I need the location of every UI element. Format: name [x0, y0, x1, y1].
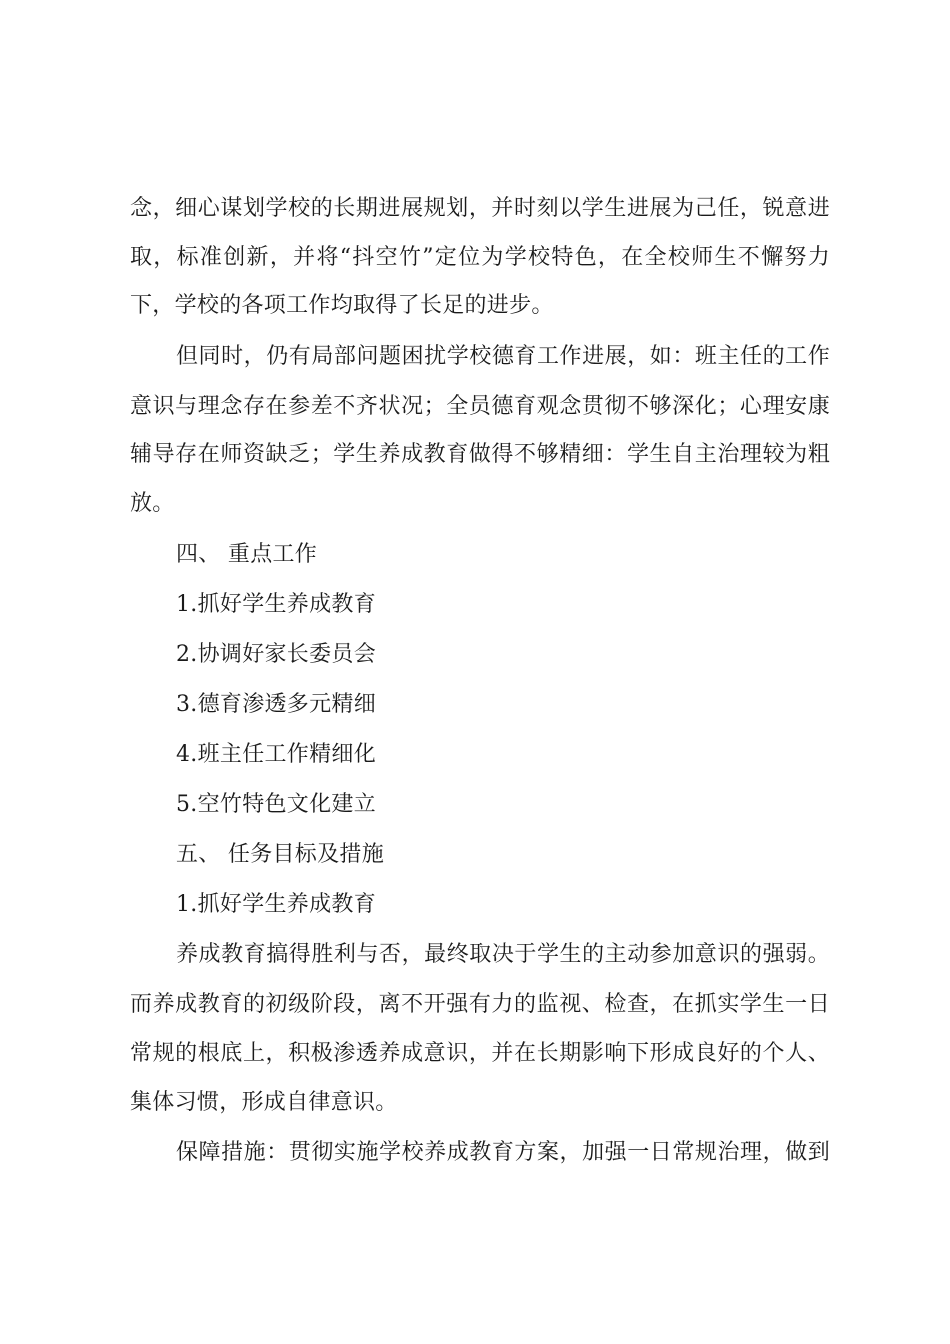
section-heading: 五、 任务目标及措施 — [176, 842, 384, 867]
list-item: 1.抓好学生养成教育 — [176, 892, 376, 917]
paragraph-line: 保障措施：贯彻实施学校养成教育方案，加强一日常规治理，做到 — [176, 1140, 830, 1165]
list-item: 2.协调好家长委员会 — [176, 642, 376, 667]
paragraph-line: 而养成教育的初级阶段，离不开强有力的监视、检查，在抓实学生一日 — [130, 992, 830, 1017]
paragraph-line: 常规的根底上，积极渗透养成意识，并在长期影响下形成良好的个人、 — [130, 1041, 830, 1066]
paragraph-line: 辅导存在师资缺乏；学生养成教育做得不够精细：学生自主治理较为粗 — [130, 442, 830, 467]
paragraph-line: 念，细心谋划学校的长期进展规划，并时刻以学生进展为己任，锐意进 — [130, 196, 830, 221]
paragraph-line: 意识与理念存在参差不齐状况；全员德育观念贯彻不够深化；心理安康 — [130, 394, 830, 419]
paragraph-line: 取，标准创新，并将“抖空竹”定位为学校特色，在全校师生不懈努力 — [130, 245, 830, 270]
list-item: 1.抓好学生养成教育 — [176, 592, 376, 617]
list-item: 5.空竹特色文化建立 — [176, 792, 376, 817]
paragraph-line: 养成教育搞得胜利与否，最终取决于学生的主动参加意识的强弱。 — [176, 942, 830, 967]
list-item: 4.班主任工作精细化 — [176, 742, 376, 767]
paragraph-line: 集体习惯，形成自律意识。 — [130, 1090, 398, 1115]
paragraph-line: 下，学校的各项工作均取得了长足的进步。 — [130, 293, 554, 318]
paragraph-line: 放。 — [130, 491, 175, 516]
section-heading: 四、 重点工作 — [176, 542, 318, 567]
list-item: 3.德育渗透多元精细 — [176, 692, 376, 717]
paragraph-line: 但同时，仍有局部问题困扰学校德育工作进展，如：班主任的工作 — [176, 344, 830, 369]
